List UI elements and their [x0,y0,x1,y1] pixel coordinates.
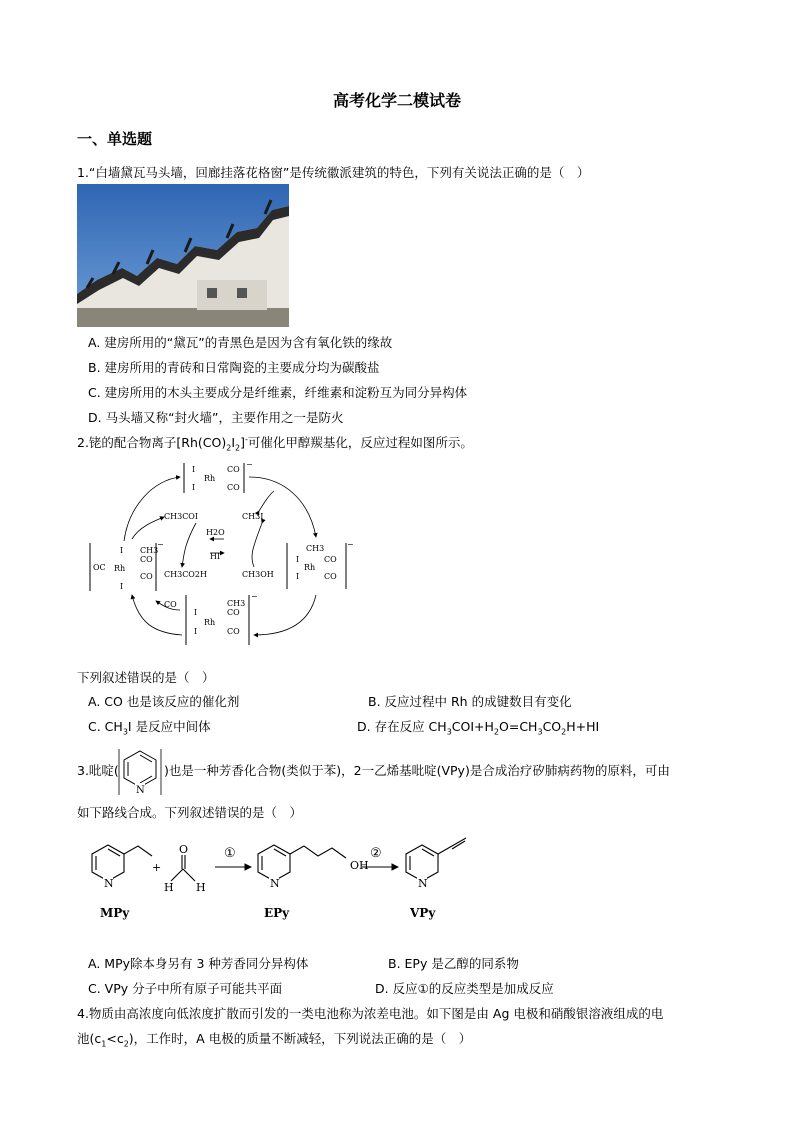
svg-text:I: I [192,483,196,492]
svg-text:CH3: CH3 [140,546,159,555]
svg-text:−: − [347,540,354,549]
svg-text:CO: CO [140,572,153,581]
svg-text:OH: OH [350,859,369,872]
svg-text:CO: CO [227,627,240,636]
species-ch3i: CH3I [242,512,264,521]
q1-option-d[interactable]: D. 马头墙又称“封火墙”，主要作用之一是防火 [88,410,344,425]
section-heading: 一、单选题 [77,130,153,148]
svg-text:CH3: CH3 [227,599,246,608]
q1-option-c[interactable]: C. 建房所用的木头主要成分是纤维素，纤维素和淀粉互为同分异构体 [88,385,468,400]
q2-option-d[interactable]: D. 存在反应 $CH_3COI+H_2O=CH_3CO_2H+HI$ [357,719,600,737]
svg-text:CO: CO [227,465,240,474]
q3-option-c[interactable]: C. VPy 分子中所有原子可能共平面 [88,981,283,996]
page-title: 高考化学二模试卷 [332,91,461,110]
svg-text:VPy: VPy [410,906,436,920]
svg-text:I: I [194,608,198,617]
q1-option-a[interactable]: A. 建房所用的“黛瓦”的青黑色是因为含有氧化铁的缘故 [88,335,393,350]
question-3-stem-c: 如下路线合成。下列叙述错误的是（ ） [77,805,303,820]
svg-text:EPy: EPy [264,906,290,920]
question-4-line-2: 池$(c_1<c_2)$，工作时，A 电极的质量不断减轻，下列说法正确的是（ ） [77,1031,472,1049]
huizhou-architecture-photo [77,184,289,327]
svg-text:−: − [157,540,164,549]
q2-option-b[interactable]: B. 反应过程中 Rh 的成键数目有变化 [368,694,572,709]
svg-text:①: ① [224,846,236,861]
species-hi: HI [210,552,221,561]
svg-text:N: N [136,785,145,796]
rhodium-catalytic-cycle-diagram [84,455,354,660]
species-ch3co2h: CH3CO2H [164,570,207,579]
question-3-stem-a: 3.吡啶( [77,763,119,778]
svg-text:②: ② [370,846,382,861]
question-4-line-1: 4.物质由高浓度向低浓度扩散而引发的一类电池称为浓差电池。如下图是由 Ag 电极和硝酸银溶液组成的电 [77,1006,664,1021]
q3-option-b[interactable]: B. EPy 是乙醇的同系物 [388,956,519,971]
svg-text:I: I [296,572,300,581]
svg-text:CO: CO [324,555,337,564]
svg-text:N: N [418,877,428,890]
question-1-stem: 1.“白墙黛瓦马头墙，回廊挂落花格窗”是传统徽派建筑的特色，下列有关说法正确的是（ ） [77,165,590,180]
right-complex [287,540,354,589]
q2-option-a[interactable]: A. CO 也是该反应的催化剂 [88,694,240,709]
svg-text:H: H [164,881,174,894]
q3-option-a[interactable]: A. MPy除本身另有 3 种芳香同分异构体 [88,956,309,971]
species-ch3oh: CH3OH [242,570,274,579]
svg-text:CO: CO [227,483,240,492]
pyridine-structure [117,747,163,797]
species-ch3coi: CH3COI [164,512,199,521]
top-complex [184,460,253,493]
svg-text:I: I [120,582,124,591]
svg-text:Rh: Rh [304,563,316,572]
svg-text:I: I [192,465,196,474]
svg-text:Rh: Rh [114,564,126,573]
svg-text:CO: CO [324,572,337,581]
svg-text:I: I [120,546,124,555]
bottom-complex [186,592,258,645]
svg-text:Rh: Rh [204,474,216,483]
svg-text:Rh: Rh [204,618,216,627]
svg-text:CH3: CH3 [306,544,325,553]
question-2-stem: 2.铑的配合物离子$[Rh(CO)_2I_2]^-$可催化甲醇羰基化，反应过程如图所示。 [77,434,473,453]
left-complex [90,540,164,591]
svg-text:OC: OC [93,563,106,572]
svg-text:CO: CO [227,608,240,617]
svg-text:O: O [179,843,189,856]
svg-text:I: I [296,555,300,564]
q3-option-d[interactable]: D. 反应①的反应类型是加成反应 [375,981,554,996]
q2-ask: 下列叙述错误的是（ ） [77,670,215,685]
species-h2o: H2O [206,528,225,537]
svg-text:N: N [270,877,280,890]
question-3-stem-b: )也是一种芳香化合物(类似于苯)，2一乙烯基吡啶(VPy)是合成治疗矽肺病药物的原料，可由 [164,763,670,778]
species-co: CO [164,600,177,609]
svg-text:H: H [196,881,206,894]
svg-text:+: + [152,861,162,874]
svg-text:N: N [104,877,114,890]
synthesis-route [88,837,498,927]
svg-text:MPy: MPy [100,906,130,920]
svg-text:−: − [246,460,253,469]
svg-text:−: − [251,592,258,601]
q2-option-c[interactable]: C. $CH_3I$ 是反应中间体 [88,719,211,737]
svg-text:I: I [194,627,198,636]
q1-option-b[interactable]: B. 建房所用的青砖和日常陶瓷的主要成分均为碳酸盐 [88,360,380,375]
svg-text:CO: CO [140,555,153,564]
